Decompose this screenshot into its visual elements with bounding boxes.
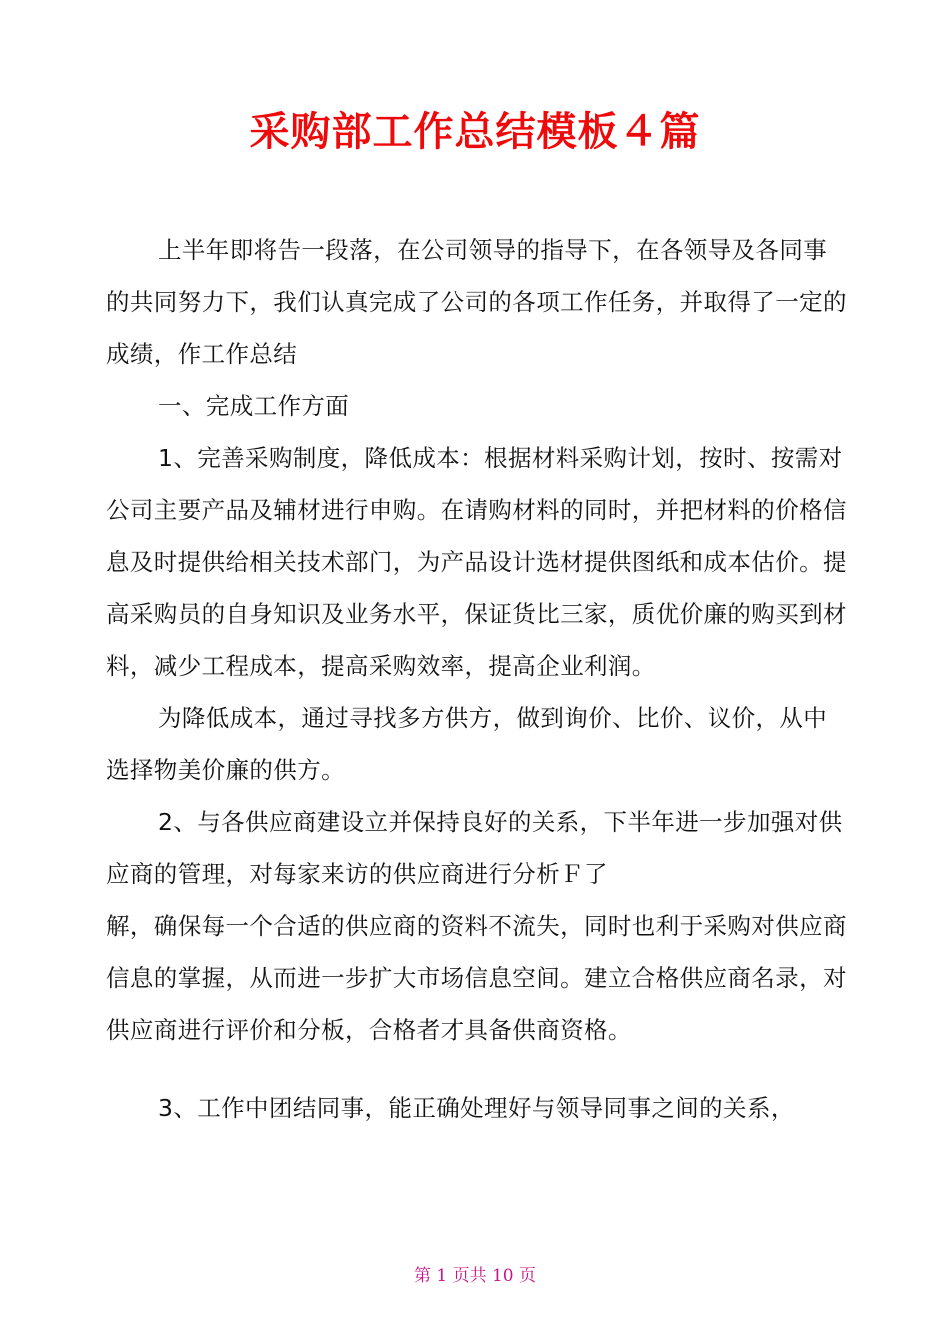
paragraph-item-1: 1、完善采购制度，降低成本：根据材料采购计划，按时、按需对公司主要产品及辅材进行申购。在请购材料的同时，并把材料的价格信息及时提供给相关技术部门，为产品设计选材提供图纸和成本估价。提高采购员的自身知识及业务水平，保证货比三家，质优价廉的购买到材料，减少工程成本，提高采购效率，提高企业利润。: [106, 444, 847, 680]
page-number: 第 1 页共 10 页: [413, 1266, 537, 1286]
document-title: 采购部工作总结模板４篇: [249, 109, 701, 155]
paragraph-cost-reduction: 为降低成本，通过寻找多方供方，做到询价、比价、议价，从中选择物美价廉的供方。: [106, 704, 828, 784]
paragraph-item-2-continued: 解，确保每一个合适的供应商的资料不流失，同时也利于采购对供应商信息的掌握，从而进一步扩大市场信息空间。建立合格供应商名录，对供应商进行评价和分板，合格者才具备供商资格。: [106, 912, 847, 1044]
paragraph-intro: 上半年即将告一段落，在公司领导的指导下，在各领导及各同事的共同努力下，我们认真完成了公司的各项工作任务，并取得了一定的成绩，作工作总结: [106, 236, 847, 368]
paragraph-item-3: 3、工作中团结同事，能正确处理好与领导同事之间的关系，: [158, 1094, 795, 1122]
paragraph-item-2: 2、与各供应商建设立并保持良好的关系，下半年进一步加强对供应商的管理，对每家来访的供应商进行分析Ｆ了: [106, 808, 843, 888]
section-heading: 一、完成工作方面: [158, 392, 350, 420]
document-body: [106, 224, 850, 1134]
